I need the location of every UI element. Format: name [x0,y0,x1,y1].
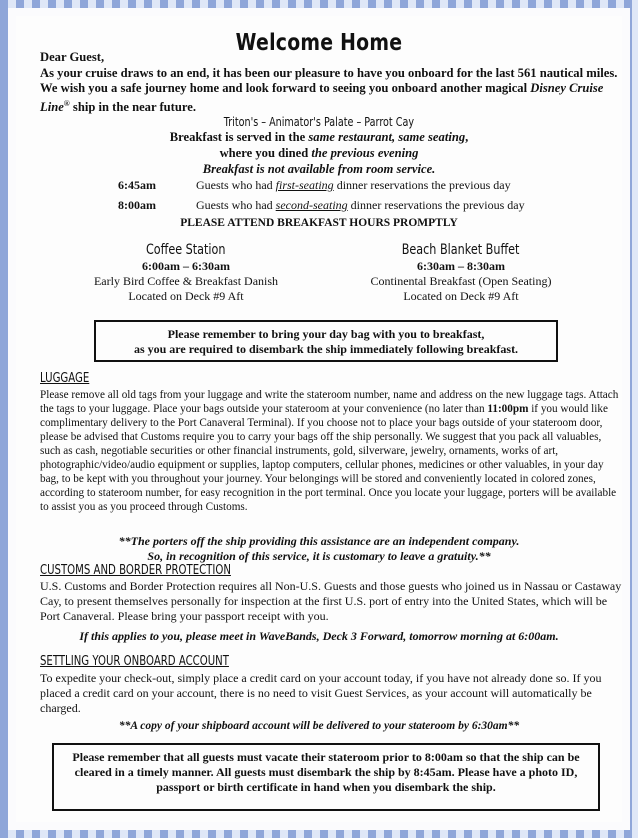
breakfast-notice: PLEASE ATTEND BREAKFAST HOURS PROMPTLY [180,217,458,229]
breakfast-desc-2a: Guests who had [196,198,276,212]
beach-blanket-buffet [346,241,576,304]
breakfast-text-1a: Breakfast is served in the [169,130,309,144]
account-heading: SETTLING YOUR ONBOARD ACCOUNT [40,654,229,669]
coffee-station [76,241,296,304]
buffet-desc: Continental Breakfast (Open Seating) [370,274,552,288]
breakfast-time-row-2 [118,198,525,213]
intro-paragraph [40,66,624,115]
customs-heading: CUSTOMS AND BORDER PROTECTION [40,563,231,578]
coffee-desc: Early Bird Coffee & Breakfast Danish [93,274,279,288]
account-paragraph: To expedite your check-out, simply place a credit card on your account today, if you have not already done so. If you placed a credit card on your account, there is no need to visit Guest Services, as your account will automatically be charged. [40,671,602,715]
customs-paragraph: U.S. Customs and Border Protection requires all Non-U.S. Guests and those guests who joined us in Nassau or Castaway Cay, to present themselves personally for inspection at the first U.S. port of entry into the United States, which will be Port Canaveral. Please bring your passport receipt with you. [40,579,622,623]
porter-note-1: **The porters off the ship providing this assistance are an independent company. [118,534,520,548]
breakfast-desc-2-link: second-seating [275,198,348,212]
luggage-paragraph [40,388,624,514]
buffet-time: 6:30am – 8:30am [417,259,505,273]
luggage-heading: LUGGAGE [40,371,90,386]
breakfast-time-row-1 [118,178,511,193]
registered-mark: ® [63,99,70,108]
breakfast-text-1b: same restaurant, same seating [308,130,466,144]
breakfast-time-1: 6:45am [118,178,156,192]
porter-note-2: So, in recognition of this service, it is customary to leave a gratuity.** [147,549,491,563]
breakfast-line-1 [16,130,622,145]
day-bag-line-1: Please remember to bring your day bag with you to breakfast, [167,327,485,341]
intro-text-2: ship in the near future. [69,100,196,115]
coffee-title: Coffee Station [146,242,226,258]
coffee-time: 6:00am – 6:30am [142,259,230,273]
intro-text-1: As your cruise draws to an end, it has been our pleasure to have you onboard for the last 561 nautical miles. We wish you a safe journey home and look forward to seeing you onboard another magical [40,66,618,95]
letter-sheet [16,16,622,822]
breakfast-desc-1-link: first-seating [275,178,334,192]
account-note: **A copy of your shipboard account will be delivered to your stateroom by 6:30am** [118,720,520,732]
breakfast-line-3: Breakfast is not available from room service. [202,162,436,176]
venue-line [16,113,622,131]
breakfast-desc-1a: Guests who had [196,178,276,192]
day-bag-notice-box [94,320,558,362]
breakfast-text-2b: the previous evening [311,146,419,160]
breakfast-time-2: 8:00am [118,198,156,212]
luggage-text-a: Please remove all old tags from your luggage and write the stateroom number, name and address on the new luggage tags. Attach the tags to your luggage. Place your bags outside your stateroom at your convenience (no later than [40,389,619,415]
customs-note: If this applies to you, please meet in WaveBands, Deck 3 Forward, tomorrow morning at 6:00am. [79,629,559,643]
breakfast-desc-1b: dinner reservations the previous day [333,178,511,192]
buffet-location: Located on Deck #9 Aft [403,289,519,303]
intro-brand: Disney Cruise Line [40,81,604,115]
day-bag-line-2: as you are required to disembark the ship immediately following breakfast. [133,342,519,356]
page-title: Welcome Home [235,30,403,56]
luggage-deadline: 11:00pm [487,403,529,415]
breakfast-text-1c: , [465,130,469,144]
buffet-title: Beach Blanket Buffet [402,242,520,258]
final-notice-box: Please remember that all guests must vacate their stateroom prior to 8:00am so that the ship can be cleared in a timely manner. All guests must disembark the ship by 8:45am. Please have a photo ID, passport or birth certificate in hand when you disembark the ship. [52,743,600,811]
luggage-text-b: if you would like complimentary delivery to the Port Canaveral Terminal). If you choose not to place your bags outside of your stateroom door, please be advised that Customs require you to carry your bags off the ship personally. We suggest that you pack all valuables, such as cash, negotiable securities or other financial instruments, gold, silverware, jewelry, ornaments, works of art, photographic/video/audio equipment or supplies, laptop computers, cellular phones, medicines or other valuables, in your day bag, to be kept with you throughout your journey. Your belongings will be stored and conveniently located in colored zones, according to stateroom number, for easy recognition in the port terminal. Once you locate your luggage, porters will be available to assist you as you proceed through Customs. [40,403,617,513]
breakfast-line-2 [16,146,622,161]
coffee-location: Located on Deck #9 Aft [128,289,244,303]
breakfast-desc-2b: dinner reservations the previous day [347,198,525,212]
greeting: Dear Guest, [40,50,105,64]
venue-names: Triton's – Animator's Palate – Parrot Cay [223,115,415,129]
breakfast-text-2a: where you dined [219,146,312,160]
